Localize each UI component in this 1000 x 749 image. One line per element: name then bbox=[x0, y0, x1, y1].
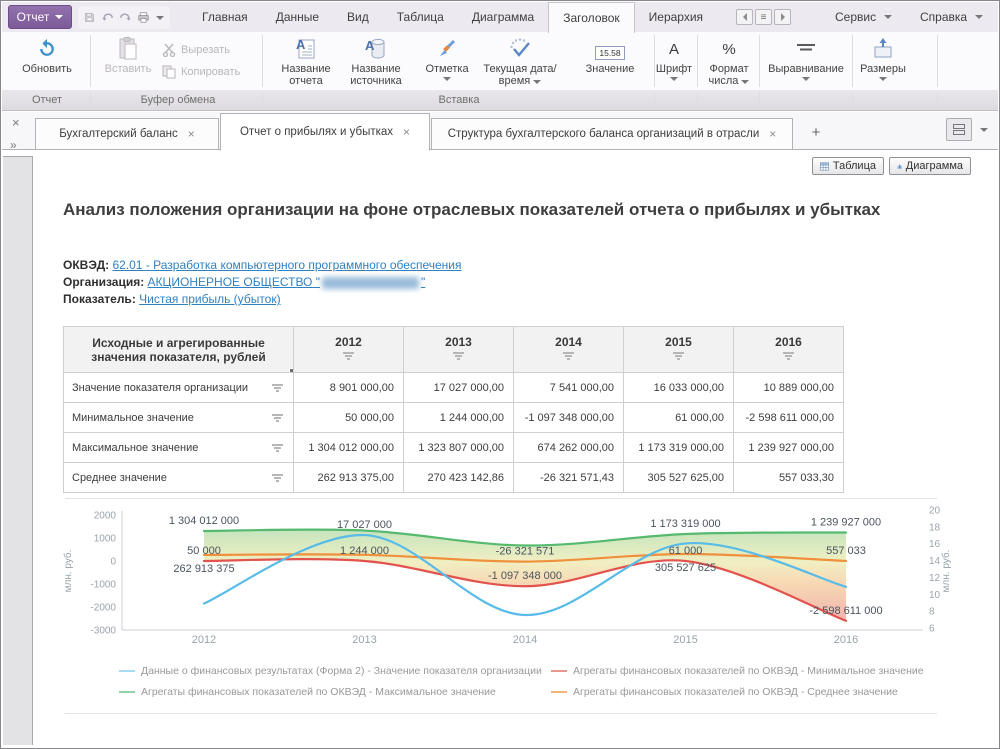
svg-text:2013: 2013 bbox=[352, 634, 377, 646]
font-label: Шрифт bbox=[655, 63, 693, 75]
title-bar bbox=[2, 2, 998, 32]
chevron-left-icon bbox=[743, 13, 747, 21]
filter-icon[interactable] bbox=[272, 414, 283, 423]
value-cell[interactable]: 10 889 000,00 bbox=[734, 373, 844, 403]
field-okved bbox=[63, 258, 461, 272]
view-table-label: Таблица bbox=[832, 160, 876, 172]
filter-icon[interactable] bbox=[343, 352, 354, 361]
font-button[interactable] bbox=[651, 34, 697, 88]
row-label-cell[interactable]: Минимальное значение bbox=[64, 403, 294, 433]
print-icon[interactable] bbox=[138, 10, 149, 25]
chevron-down-icon bbox=[802, 77, 810, 81]
document-tab-bar bbox=[2, 112, 998, 150]
legend-line-sample bbox=[119, 670, 135, 672]
value-icon: 15.58 bbox=[595, 46, 624, 60]
value-cell[interactable]: 305 527 625,00 bbox=[624, 463, 734, 493]
legend-label: Агрегаты финансовых показателей по ОКВЭД - Минимальное значение bbox=[573, 665, 924, 677]
svg-text:-2000: -2000 bbox=[90, 602, 116, 614]
svg-text:14: 14 bbox=[929, 556, 941, 568]
legend-item bbox=[119, 686, 496, 698]
svg-text:-1000: -1000 bbox=[90, 579, 116, 591]
value-cell[interactable]: 16 033 000,00 bbox=[624, 373, 734, 403]
ribbon-tab-chart[interactable]: Диаграмма bbox=[471, 10, 535, 24]
svg-text:1000: 1000 bbox=[93, 533, 116, 545]
group-label-report: Отчет bbox=[31, 94, 63, 106]
close-icon[interactable]: × bbox=[12, 115, 20, 130]
ribbon-group-labels bbox=[2, 90, 998, 111]
legend-line-sample bbox=[551, 670, 567, 672]
redo-icon[interactable] bbox=[120, 10, 131, 25]
chevron-down-icon bbox=[741, 80, 749, 84]
value-cell[interactable]: 8 901 000,00 bbox=[294, 373, 404, 403]
svg-text:17 027 000: 17 027 000 bbox=[336, 519, 393, 532]
svg-text:-3000: -3000 bbox=[90, 625, 116, 637]
svg-text:1 173 319 000: 1 173 319 000 bbox=[650, 518, 721, 530]
source-name-label: Название источника bbox=[350, 63, 402, 87]
filter-icon[interactable] bbox=[272, 384, 283, 393]
svg-text:-1 097 348 000: -1 097 348 000 bbox=[487, 570, 563, 583]
copy-icon bbox=[162, 65, 176, 79]
tab-list-button[interactable]: ≡ bbox=[755, 9, 772, 25]
filter-icon[interactable] bbox=[272, 474, 283, 483]
value-cell[interactable]: 7 541 000,00 bbox=[514, 373, 624, 403]
add-tab-button[interactable]: + bbox=[811, 124, 821, 141]
field-indicator bbox=[63, 292, 281, 306]
doc-tab-structure[interactable] bbox=[431, 118, 793, 150]
group-label-insert: Вставка bbox=[438, 94, 480, 106]
svg-text:262 913 375: 262 913 375 bbox=[173, 563, 235, 575]
size-icon bbox=[872, 38, 894, 60]
chevron-down-icon bbox=[884, 15, 892, 19]
doc-tab-label: Отчет о прибылях и убытках bbox=[239, 126, 394, 138]
value-button[interactable] bbox=[572, 34, 648, 88]
field-label: Организация: bbox=[63, 275, 145, 289]
svg-text:1 239 927 000: 1 239 927 000 bbox=[810, 516, 882, 529]
scroll-left-button[interactable] bbox=[736, 9, 753, 25]
svg-text:A: A bbox=[296, 37, 306, 52]
table-corner-header[interactable]: Исходные и агрегированные значения показателя, рублей bbox=[64, 327, 294, 373]
doc-tab-label: Структура бухгалтерского баланса организаций в отрасли bbox=[447, 128, 760, 140]
scroll-right-button[interactable] bbox=[774, 9, 791, 25]
value-cell[interactable]: 674 262 000,00 bbox=[514, 433, 624, 463]
chart-canvas bbox=[61, 495, 961, 657]
help-menu[interactable] bbox=[920, 2, 983, 32]
value-cell[interactable]: -2 598 611 000,00 bbox=[734, 403, 844, 433]
svg-text:18: 18 bbox=[929, 522, 941, 534]
field-organization bbox=[63, 275, 425, 289]
value-cell[interactable]: 270 423 142,86 bbox=[404, 463, 514, 493]
page-title: Анализ положения организации на фоне отраслевых показателей отчета о прибылях и убытках bbox=[63, 200, 881, 219]
svg-text:61 000: 61 000 bbox=[668, 545, 703, 557]
mark-label: Отметка bbox=[425, 63, 469, 75]
view-chart-button[interactable] bbox=[889, 157, 971, 175]
field-label: ОКВЭД: bbox=[63, 258, 110, 272]
svg-text:20: 20 bbox=[929, 505, 941, 517]
source-name-button[interactable] bbox=[340, 34, 412, 88]
cut-button[interactable] bbox=[162, 40, 260, 60]
report-menu-label: Отчет bbox=[16, 10, 50, 24]
doc-tab-label: Бухгалтерский баланс bbox=[59, 128, 178, 140]
sizes-button[interactable] bbox=[854, 34, 912, 88]
legend-label: Агрегаты финансовых показателей по ОКВЭД - Среднее значение bbox=[573, 686, 898, 698]
value-cell[interactable]: -26 321 571,43 bbox=[514, 463, 624, 493]
ribbon bbox=[2, 32, 998, 90]
copy-label: Копировать bbox=[181, 66, 241, 78]
layout-icon bbox=[953, 124, 965, 135]
view-table-button[interactable] bbox=[812, 157, 884, 175]
report-name-label: Название отчета bbox=[281, 63, 331, 87]
svg-text:A: A bbox=[365, 38, 375, 53]
cut-label: Вырезать bbox=[181, 44, 230, 56]
value-cell[interactable]: 1 323 807 000,00 bbox=[404, 433, 514, 463]
value-cell[interactable]: 17 027 000,00 bbox=[404, 373, 514, 403]
doc-tab-profit-loss[interactable] bbox=[220, 113, 430, 151]
report-name-button[interactable] bbox=[270, 34, 342, 88]
organization-name-redacted bbox=[322, 277, 419, 289]
cut-icon bbox=[162, 43, 176, 57]
close-icon[interactable]: × bbox=[187, 127, 195, 141]
svg-text:млн. руб.: млн. руб. bbox=[941, 549, 952, 593]
undo-icon[interactable] bbox=[102, 10, 113, 25]
chevron-down-icon bbox=[879, 77, 887, 81]
svg-text:1 304 012 000: 1 304 012 000 bbox=[168, 515, 240, 527]
svg-text:-26 321 571: -26 321 571 bbox=[495, 545, 555, 558]
legend-label: Данные о финансовых результатах (Форма 2) - Значение показателя организации bbox=[141, 665, 542, 677]
filter-icon[interactable] bbox=[272, 444, 283, 453]
svg-text:0: 0 bbox=[110, 556, 116, 568]
section-divider bbox=[65, 713, 937, 714]
alignment-label: Выравнивание bbox=[768, 63, 844, 75]
value-cell[interactable]: 557 033,30 bbox=[734, 463, 844, 493]
chevron-down-icon bbox=[670, 77, 678, 81]
paste-label: Вставить bbox=[104, 63, 152, 75]
chevron-down-icon bbox=[975, 15, 983, 19]
svg-text:10: 10 bbox=[929, 589, 941, 601]
paste-icon bbox=[118, 37, 138, 61]
svg-text:557 033: 557 033 bbox=[826, 545, 866, 557]
legend-line-sample bbox=[119, 691, 135, 693]
quick-access-toolbar bbox=[78, 6, 170, 29]
svg-text:8: 8 bbox=[929, 606, 935, 618]
chevron-down-icon bbox=[533, 80, 541, 84]
service-menu[interactable] bbox=[835, 2, 892, 32]
legend-label: Агрегаты финансовых показателей по ОКВЭД - Максимальное значение bbox=[141, 686, 496, 698]
datetime-label: Текущая дата/время bbox=[483, 63, 557, 87]
percent-icon: % bbox=[722, 40, 736, 58]
table-row bbox=[64, 373, 844, 403]
mark-button[interactable] bbox=[418, 34, 476, 88]
ribbon-tab-table[interactable]: Таблица bbox=[396, 10, 444, 24]
chart bbox=[61, 495, 961, 657]
group-label-clipboard: Буфер обмена bbox=[140, 94, 216, 106]
ribbon-tab-main[interactable]: Главная bbox=[202, 10, 248, 24]
ribbon-tab-hierarchy[interactable]: Иерархия bbox=[648, 10, 704, 24]
save-icon[interactable] bbox=[84, 10, 95, 25]
svg-text:2015: 2015 bbox=[673, 634, 698, 646]
value-cell[interactable]: -1 097 348 000,00 bbox=[514, 403, 624, 433]
datetime-icon bbox=[508, 37, 532, 61]
svg-text:1 244 000: 1 244 000 bbox=[340, 545, 389, 557]
organization-link[interactable]: АКЦИОНЕРНОЕ ОБЩЕСТВО " " bbox=[147, 275, 426, 289]
report-name-icon bbox=[294, 37, 318, 61]
value-cell[interactable]: 61 000,00 bbox=[624, 403, 734, 433]
legend-line-sample bbox=[551, 691, 567, 693]
legend-item bbox=[551, 686, 898, 698]
year-header[interactable]: 2012 bbox=[294, 327, 404, 373]
layout-button[interactable] bbox=[946, 118, 972, 141]
help-menu-label: Справка bbox=[920, 10, 968, 24]
datetime-button[interactable] bbox=[478, 34, 562, 88]
ribbon-tab-view[interactable]: Вид bbox=[347, 10, 369, 24]
source-name-icon bbox=[364, 37, 388, 61]
value-cell[interactable]: 1 244 000,00 bbox=[404, 403, 514, 433]
value-cell[interactable]: 262 913 375,00 bbox=[294, 463, 404, 493]
value-cell[interactable]: 1 173 319 000,00 bbox=[624, 433, 734, 463]
filter-icon[interactable] bbox=[453, 352, 464, 361]
doc-tab-balance[interactable] bbox=[35, 118, 219, 150]
value-cell[interactable]: 1 304 012 000,00 bbox=[294, 433, 404, 463]
tab-scroll-controls bbox=[736, 9, 791, 25]
ribbon-tab-data[interactable]: Данные bbox=[275, 10, 320, 24]
filter-icon[interactable] bbox=[563, 352, 574, 361]
mark-icon bbox=[435, 37, 459, 61]
filter-icon[interactable] bbox=[673, 352, 684, 361]
number-format-label: Формат числа bbox=[708, 63, 749, 87]
svg-text:2016: 2016 bbox=[833, 634, 859, 646]
row-label-cell[interactable]: Максимальное значение bbox=[64, 433, 294, 463]
year-header[interactable]: 2016 bbox=[734, 327, 844, 373]
refresh-label: Обновить bbox=[22, 63, 72, 75]
table-row bbox=[64, 463, 844, 493]
table-icon bbox=[820, 161, 829, 172]
font-icon: A bbox=[668, 40, 679, 58]
chevron-down-icon bbox=[55, 15, 63, 19]
chevron-right-icon bbox=[781, 13, 785, 21]
filter-icon[interactable] bbox=[783, 352, 794, 361]
ribbon-tab-header[interactable]: Заголовок bbox=[548, 2, 634, 33]
svg-text:2000: 2000 bbox=[93, 510, 116, 522]
svg-text:12: 12 bbox=[929, 572, 941, 584]
svg-text:6: 6 bbox=[929, 623, 935, 635]
okved-link[interactable]: 62.01 - Разработка компьютерного программного обеспечения bbox=[112, 258, 462, 272]
view-chart-label: Диаграмма bbox=[905, 160, 963, 172]
chevron-down-icon[interactable] bbox=[156, 16, 164, 20]
left-panel-strip[interactable] bbox=[3, 156, 33, 745]
number-format-button[interactable] bbox=[700, 34, 758, 88]
alignment-button[interactable] bbox=[762, 34, 850, 88]
value-label: Значение bbox=[585, 63, 635, 75]
indicator-table bbox=[63, 326, 844, 493]
legend-item bbox=[551, 665, 924, 677]
svg-text:16: 16 bbox=[929, 539, 941, 551]
field-label: Показатель: bbox=[63, 292, 136, 306]
close-icon[interactable]: × bbox=[769, 127, 777, 141]
expand-chevrons-icon[interactable]: » bbox=[10, 138, 17, 152]
svg-text:2012: 2012 bbox=[191, 634, 217, 646]
svg-text:млн. руб.: млн. руб. bbox=[63, 549, 74, 593]
chevron-down-icon bbox=[443, 77, 451, 81]
copy-button[interactable] bbox=[162, 62, 266, 82]
paste-button[interactable] bbox=[97, 34, 159, 88]
align-icon bbox=[797, 43, 815, 55]
refresh-button[interactable] bbox=[11, 34, 83, 88]
table-header-row bbox=[64, 327, 844, 373]
svg-text:50 000: 50 000 bbox=[187, 545, 221, 557]
refresh-icon bbox=[36, 38, 58, 60]
table-row bbox=[64, 403, 844, 433]
close-icon[interactable]: × bbox=[403, 125, 411, 139]
chevron-down-icon[interactable] bbox=[980, 128, 988, 132]
svg-text:-2 598 611 000: -2 598 611 000 bbox=[809, 604, 883, 617]
svg-text:2014: 2014 bbox=[512, 634, 538, 646]
report-menu-button[interactable] bbox=[8, 5, 72, 29]
value-cell[interactable]: 1 239 927 000,00 bbox=[734, 433, 844, 463]
year-header[interactable]: 2013 bbox=[404, 327, 514, 373]
chart-icon bbox=[897, 161, 902, 172]
ribbon-tabs bbox=[188, 2, 717, 32]
sizes-label: Размеры bbox=[860, 63, 906, 75]
indicator-link[interactable]: Чистая прибыль (убыток) bbox=[139, 292, 281, 306]
svg-text:305 527 625: 305 527 625 bbox=[654, 562, 717, 574]
year-header[interactable]: 2015 bbox=[624, 327, 734, 373]
value-cell[interactable]: 50 000,00 bbox=[294, 403, 404, 433]
row-label-cell[interactable]: Значение показателя организации bbox=[64, 373, 294, 403]
service-menu-label: Сервис bbox=[835, 10, 877, 24]
table-row bbox=[64, 433, 844, 463]
row-label-cell[interactable]: Среднее значение bbox=[64, 463, 294, 493]
year-header[interactable]: 2014 bbox=[514, 327, 624, 373]
legend-item bbox=[119, 665, 542, 677]
